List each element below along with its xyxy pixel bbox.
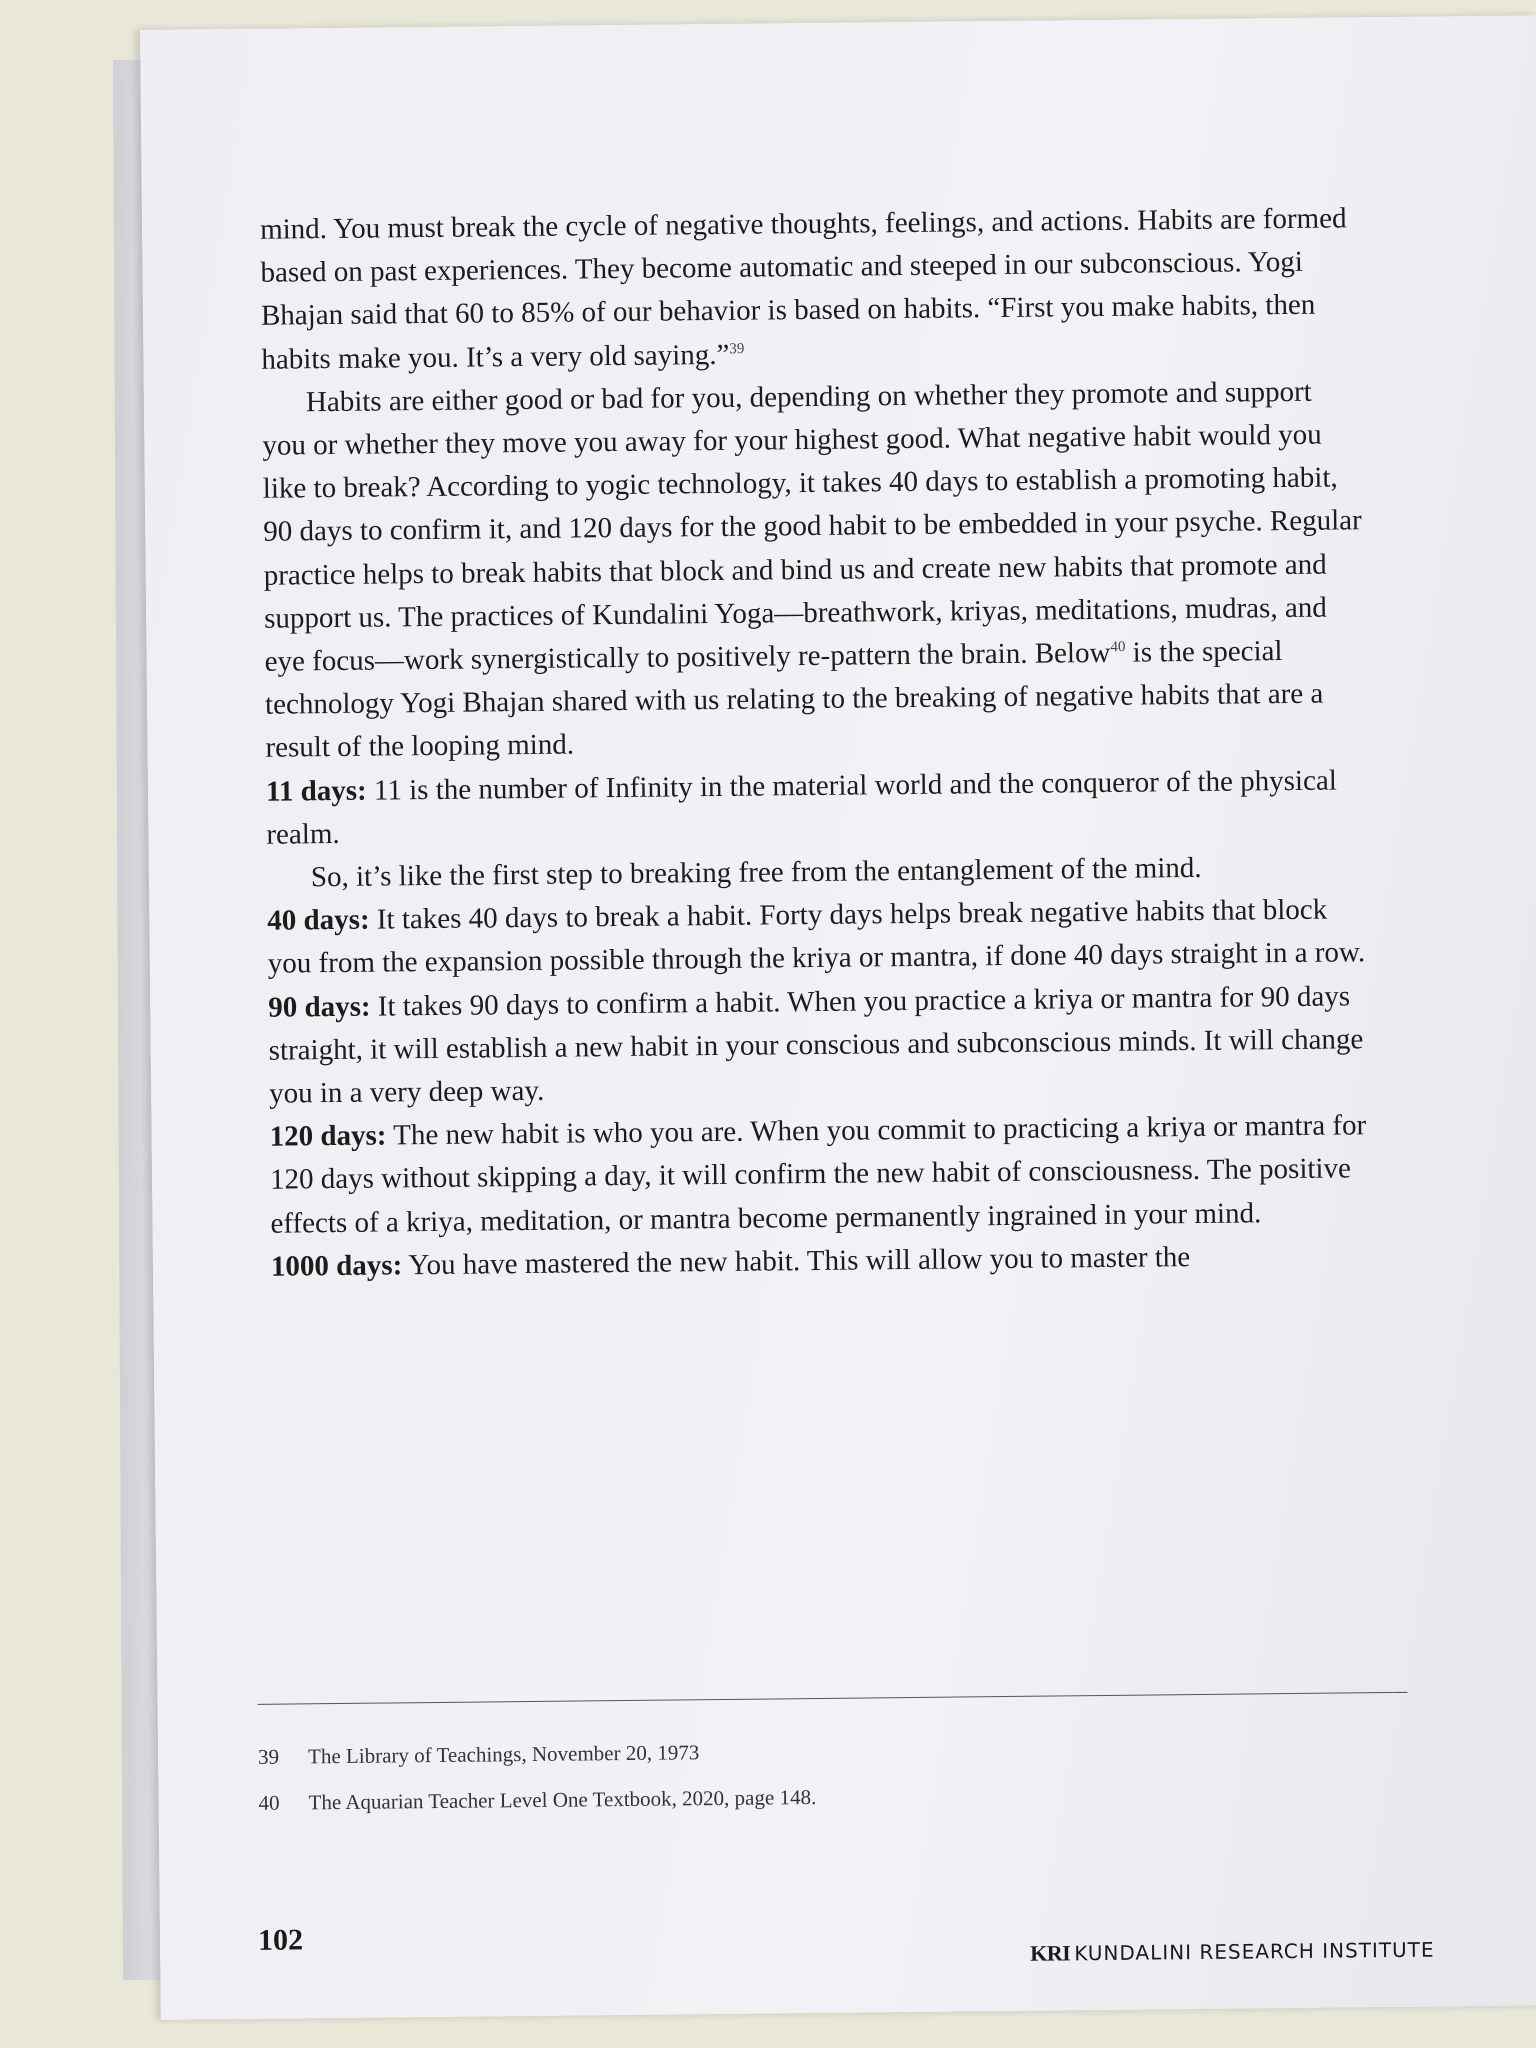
- entry-11-days: [266, 759, 1367, 857]
- footnote-ref-40: 40: [1110, 639, 1126, 656]
- entry-text: The new habit is who you are. When you commit to practicing a kriya or mantra for 120 days without skipping a day, it will confirm the new habit of consciousness. The positive effects of a kriya, meditation, or mantra become permanently ingrained in your mind.: [269, 1109, 1367, 1240]
- body-text: [260, 197, 1371, 1289]
- entry-label: 1000 days:: [270, 1249, 403, 1283]
- entry-text: 11 is the number of Infinity in the material world and the conqueror of the physical realm.: [266, 764, 1337, 851]
- publisher-logo: KRI: [1030, 1940, 1071, 1966]
- entry-label: 120 days:: [269, 1119, 387, 1153]
- publisher-name: KUNDALINI RESEARCH INSTITUTE: [1074, 1937, 1435, 1966]
- publisher-footer: [1030, 1937, 1435, 1967]
- entry-text: It takes 90 days to confirm a habit. When you practice a kriya or mantra for 90 days straight, it will establish a new habit in your conscious and subconscious minds. It will change you in a very deep way.: [268, 980, 1364, 1110]
- entry-120-days: [269, 1104, 1370, 1245]
- book-page: [140, 15, 1536, 2020]
- entry-40-days: [267, 888, 1368, 986]
- paragraph-1-text: mind. You must break the cycle of negative thoughts, feelings, and actions. Habits are formed based on past experiences. They become automatic and steeped in our subconscious. Yogi Bhajan said that 60 to 85% of our behavior is based on habits. “First you make habits, then habits make you. It’s a very old saying.”: [259, 202, 1347, 376]
- footnote-text: The Aquarian Teacher Level One Textbook, 2020, page 148.: [308, 1785, 817, 1815]
- entry-text: You have mastered the new habit. This will allow you to master the: [402, 1240, 1191, 1282]
- entry-label: 90 days:: [268, 990, 371, 1024]
- footnote-text: The Library of Teachings, November 20, 1973: [307, 1740, 700, 1769]
- paragraph-2-text-a: Habits are either good or bad for you, depending on whether they promote and support you or whether they move you away for your highest good. What negative habit would you like to break? According to yogic technology, it takes 40 days to establish a promoting habit, 90 days to confirm it, and 120 days for the good habit to be embedded in your psyche. Regular practice helps to break habits that block and bind us and create new habits that promote and support us. The practices of Kundalini Yoga—breathwork, kriyas, meditations, mudras, and eye focus—work synergistically to positively re-pattern the brain. Below: [262, 375, 1362, 678]
- footnote-divider: [258, 1692, 1408, 1705]
- entry-label: 11 days:: [265, 774, 367, 808]
- footnote-ref-39: 39: [729, 340, 745, 357]
- footnote-number: 39: [257, 1744, 280, 1769]
- page-number: 102: [257, 1923, 304, 1957]
- entry-11-days-extra: So, it’s like the first step to breaking free from the entanglement of the mind.: [310, 851, 1202, 894]
- paragraph-2-text-b: is the special technology Yogi Bhajan shared with us relating to the breaking of negative habits that are a result of the looping mind.: [264, 635, 1324, 765]
- paragraph-2: [262, 370, 1366, 770]
- entry-text: It takes 40 days to break a habit. Forty days helps break negative habits that block you from the expansion possible through the kriya or mantra, if done 40 days straight in a row.: [267, 893, 1366, 981]
- paragraph-1: [260, 197, 1362, 381]
- entry-90-days: [268, 975, 1369, 1116]
- entry-label: 40 days:: [267, 903, 370, 937]
- footnote-number: 40: [258, 1790, 280, 1815]
- footnotes: [258, 1722, 1359, 1826]
